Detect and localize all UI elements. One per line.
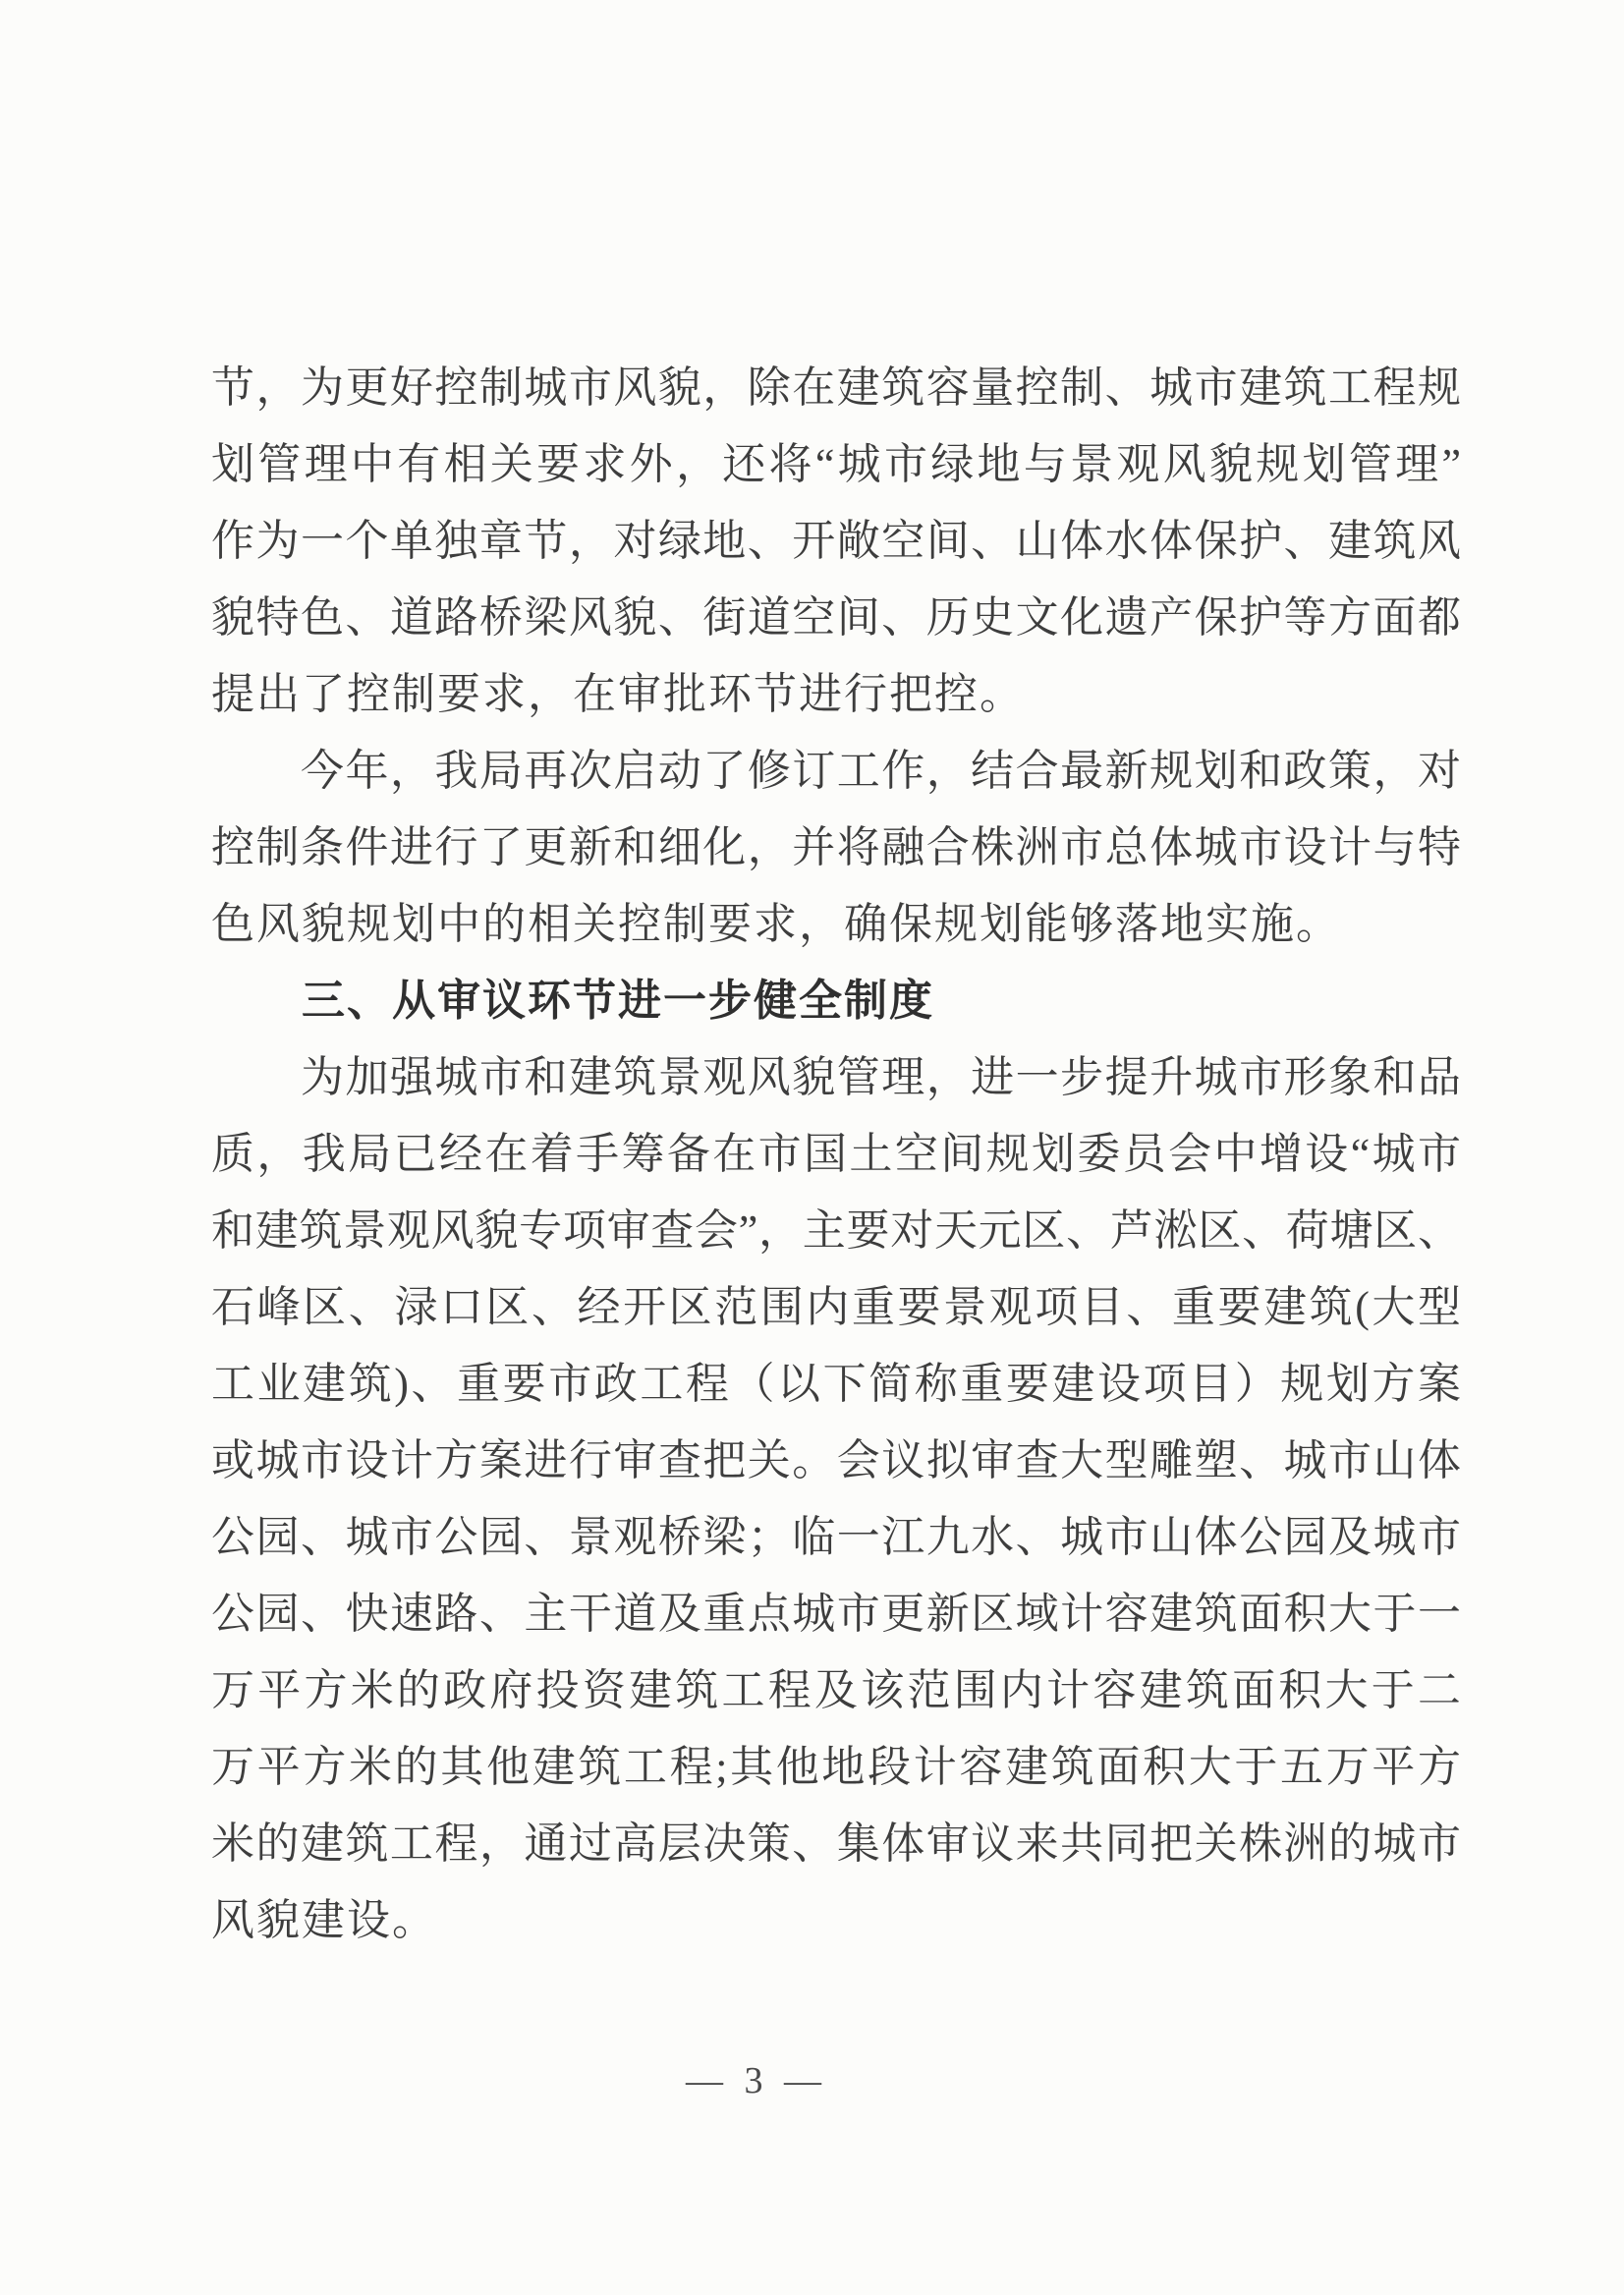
text-line: 和建筑景观风貌专项审查会”，主要对天元区、芦淞区、荷塘区、 [211,1206,1461,1255]
text-line: 万平方米的政府投资建筑工程及该范围内计容建筑面积大于二 [211,1666,1461,1714]
text-line: 公园、城市公园、景观桥梁；临一江九水、城市山体公园及城市 [211,1513,1461,1561]
text-line: 为加强城市和建筑景观风貌管理，进一步提升城市形象和品 [211,1053,1461,1101]
text-line: 万平方米的其他建筑工程;其他地段计容建筑面积大于五万平方 [211,1743,1461,1791]
text-line: 风貌建设。 [211,1896,437,1944]
text-line: 划管理中有相关要求外，还将“城市绿地与景观风貌规划管理” [211,440,1461,488]
text-line: 色风貌规划中的相关控制要求，确保规划能够落地实施。 [211,900,1341,948]
text-line: 石峰区、渌口区、经开区范围内重要景观项目、重要建筑(大型 [211,1283,1461,1331]
text-line: 节，为更好控制城市风貌，除在建筑容量控制、城市建筑工程规 [211,364,1461,412]
text-line: 控制条件进行了更新和细化，并将融合株洲市总体城市设计与特 [211,823,1461,871]
text-line: 提出了控制要求，在审批环节进行把控。 [211,670,1025,718]
text-line: 米的建筑工程，通过高层决策、集体审议来共同把关株洲的城市 [211,1819,1461,1868]
document-text-block [211,350,1461,1959]
text-line: 或城市设计方案进行审查把关。会议拟审查大型雕塑、城市山体 [211,1436,1461,1484]
text-line: 今年，我局再次启动了修订工作，结合最新规划和政策，对 [211,747,1461,795]
text-line: 作为一个单独章节，对绿地、开敞空间、山体水体保护、建筑风 [211,517,1461,565]
section-heading: 三、从审议环节进一步健全制度 [211,977,934,1025]
text-line: 质，我局已经在着手筹备在市国土空间规划委员会中增设“城市 [211,1130,1461,1178]
page-number: — 3 — [686,2060,827,2101]
text-line: 工业建筑)、重要市政工程（以下简称重要建设项目）规划方案 [211,1360,1461,1408]
text-line: 公园、快速路、主干道及重点城市更新区域计容建筑面积大于一 [211,1590,1461,1638]
text-line: 貌特色、道路桥梁风貌、街道空间、历史文化遗产保护等方面都 [211,593,1461,642]
